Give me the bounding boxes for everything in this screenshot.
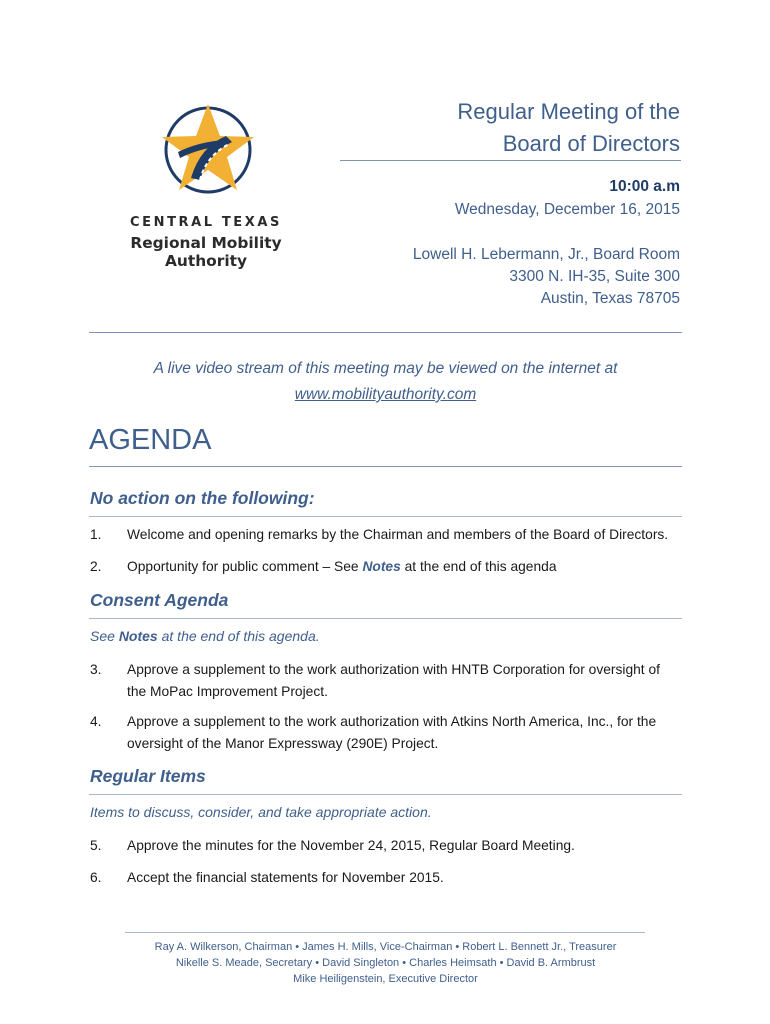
title-divider <box>340 160 681 161</box>
item-number: 5. <box>90 838 102 853</box>
meeting-title-line-1: Regular Meeting of the <box>457 99 680 124</box>
location-line-2: 3300 N. IH-35, Suite 300 <box>509 268 680 285</box>
item-number: 6. <box>90 870 102 885</box>
rma-logo <box>88 92 324 270</box>
footer-line-3: Mike Heiligenstein, Executive Director <box>293 973 478 985</box>
agenda-item-2 <box>127 556 682 578</box>
meeting-title <box>457 96 680 160</box>
note-text: See <box>90 628 119 644</box>
consent-note <box>90 628 320 644</box>
notes-reference: Notes <box>118 628 158 644</box>
agenda-item-6: Accept the financial statements for November 2015. <box>127 870 444 885</box>
live-stream-notice <box>89 356 682 408</box>
item-text: at the end of this agenda <box>400 559 557 574</box>
item-number: 2. <box>90 559 102 574</box>
agenda-heading: AGENDA <box>89 424 212 456</box>
footer-line-2: Nikelle S. Meade, Secretary • David Singleton • Charles Heimsath • David B. Armbrust <box>175 957 596 969</box>
regular-note: Items to discuss, consider, and take appropriate action. <box>90 804 432 820</box>
note-text: at the end of this agenda. <box>157 628 320 644</box>
header-divider <box>89 332 682 333</box>
meeting-title-line-2: Board of Directors <box>502 131 680 156</box>
agenda-divider <box>89 466 682 467</box>
agenda-item-1: Welcome and opening remarks by the Chairman and members of the Board of Directors. <box>127 527 669 542</box>
meeting-date: Wednesday, December 16, 2015 <box>454 201 680 218</box>
footer-divider <box>125 932 645 933</box>
section-heading-no-action: No action on the following: <box>90 488 315 508</box>
live-stream-text: A live video stream of this meeting may be viewed on the internet at <box>153 360 618 377</box>
logo-line-2: Regional Mobility Authority <box>130 234 282 270</box>
section-divider <box>89 794 682 795</box>
agenda-item-4: Approve a supplement to the work authorization with Atkins North America, Inc., for the oversight of the Manor Expressway (290E) Project. <box>127 714 657 751</box>
agenda-item-5: Approve the minutes for the November 24, 2015, Regular Board Meeting. <box>127 838 575 853</box>
section-divider <box>89 516 682 517</box>
logo-line-1: CENTRAL TEXAS <box>129 215 283 230</box>
section-heading-consent: Consent Agenda <box>90 590 229 610</box>
meeting-time: 10:00 a.m <box>609 178 680 195</box>
footer-line-1: Ray A. Wilkerson, Chairman • James H. Mills, Vice-Chairman • Robert L. Bennett Jr., Treasurer <box>154 941 617 953</box>
notes-reference: Notes <box>362 559 401 574</box>
item-number: 4. <box>90 714 102 729</box>
star-road-emblem-icon <box>96 92 316 210</box>
section-divider <box>89 618 682 619</box>
location-line-1: Lowell H. Lebermann, Jr., Board Room <box>412 246 680 263</box>
stream-link[interactable]: www.mobilityauthority.com <box>294 386 477 403</box>
item-number: 3. <box>90 662 102 677</box>
section-heading-regular: Regular Items <box>90 766 206 786</box>
meeting-location <box>413 244 680 310</box>
location-line-3: Austin, Texas 78705 <box>540 290 680 307</box>
item-number: 1. <box>90 527 102 542</box>
agenda-item-3: Approve a supplement to the work authorization with HNTB Corporation for oversight of the MoPac Improvement Project. <box>127 662 660 699</box>
item-text: Opportunity for public comment – See <box>127 559 363 574</box>
